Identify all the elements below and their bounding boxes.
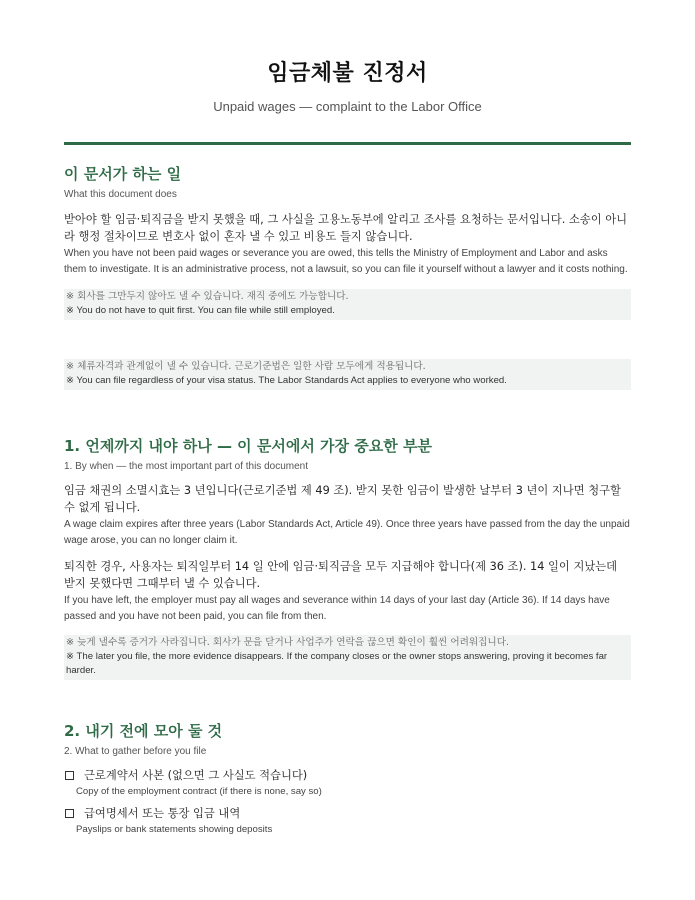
paragraph-ko: 받아야 할 임금·퇴직금을 받지 못했을 때, 그 사실을 고용노동부에 알리고 조사를 요청하는 문서입니다. 소송이 아니라 행정 절차이므로 변호사 없이 혼자 낼 수 있고 비용도 들지 않습니다.	[64, 213, 628, 243]
note-box	[64, 289, 631, 320]
note-box	[64, 359, 631, 390]
section-subheading: 1. By when — the most important part of this document	[64, 461, 309, 472]
paragraph-en: When you have not been paid wages or severance you are owed, this tells the Ministry of Employment and Labor and asks them to investigate. It is an administrative process, not a lawsuit, so you can file it yourself without a lawyer and it costs nothing.	[64, 248, 628, 275]
note-en: ※ You can file regardless of your visa status. The Labor Standards Act applies to everyone who worked.	[66, 375, 507, 386]
note-ko: ※ 늦게 낼수록 증거가 사라집니다. 회사가 문을 닫거나 사업주가 연락을 끊으면 확인이 훨씬 어려워집니다.	[66, 637, 510, 648]
section-heading: 1. 언제까지 내야 하나 — 이 문서에서 가장 중요한 부분	[64, 437, 432, 455]
checklist-label-ko: 근로계약서 사본 (없으면 그 사실도 적습니다)	[84, 769, 308, 782]
section-heading: 이 문서가 하는 일	[64, 165, 182, 183]
note-en: ※ The later you file, the more evidence disappears. If the company closes or the owner stops answering, proving it becomes far harder.	[66, 651, 608, 676]
checklist-item	[64, 805, 631, 835]
note-ko: ※ 체류자격과 관계없이 낼 수 있습니다. 근로기준법은 일한 사람 모두에게 적용됩니다.	[66, 361, 426, 372]
page-subtitle: Unpaid wages — complaint to the Labor Office	[213, 99, 482, 114]
paragraph-en: If you have left, the employer must pay all wages and severance within 14 days of your last day (Article 36). If 14 days have passed and you have not been paid, you can file from then.	[64, 595, 610, 622]
page-title: 임금체불 진정서	[267, 61, 428, 86]
section-when	[64, 435, 631, 680]
section-heading: 2. 내기 전에 모아 둘 것	[64, 722, 223, 740]
note-en: ※ You do not have to quit first. You can file while still employed.	[66, 305, 335, 316]
checklist-label-en: Payslips or bank statements showing deposits	[76, 824, 273, 835]
paragraph-ko: 퇴직한 경우, 사용자는 퇴직일부터 14 일 안에 임금·퇴직금을 모두 지급해야 합니다(제 36 조). 14 일이 지났는데 받지 못했다면 그때부터 낼 수 있습니다.	[64, 560, 618, 590]
header-divider	[64, 142, 631, 145]
note-box	[64, 635, 631, 680]
checklist-label-en: Copy of the employment contract (if there is none, say so)	[76, 786, 322, 797]
section-subheading: 2. What to gather before you file	[64, 746, 207, 757]
section-subheading: What this document does	[64, 189, 177, 200]
checklist-item	[64, 767, 631, 797]
document-header	[64, 0, 631, 114]
paragraph-ko: 임금 채권의 소멸시효는 3 년입니다(근로기준법 제 49 조). 받지 못한 임금이 발생한 날부터 3 년이 지나면 청구할 수 없게 됩니다.	[64, 484, 621, 514]
checklist-row	[64, 805, 631, 822]
checkbox-icon[interactable]	[65, 809, 74, 818]
checklist-row	[64, 767, 631, 784]
note-ko: ※ 회사를 그만두지 않아도 낼 수 있습니다. 재직 중에도 가능합니다.	[66, 291, 349, 302]
section-what	[64, 163, 631, 390]
checkbox-icon[interactable]	[65, 771, 74, 780]
section-gather	[64, 720, 631, 835]
checklist-label-ko: 급여명세서 또는 통장 입금 내역	[84, 807, 241, 820]
paragraph-en: A wage claim expires after three years (Labor Standards Act, Article 49). Once three years have passed from the day the unpaid wage arose, you can no longer claim it.	[64, 519, 630, 546]
